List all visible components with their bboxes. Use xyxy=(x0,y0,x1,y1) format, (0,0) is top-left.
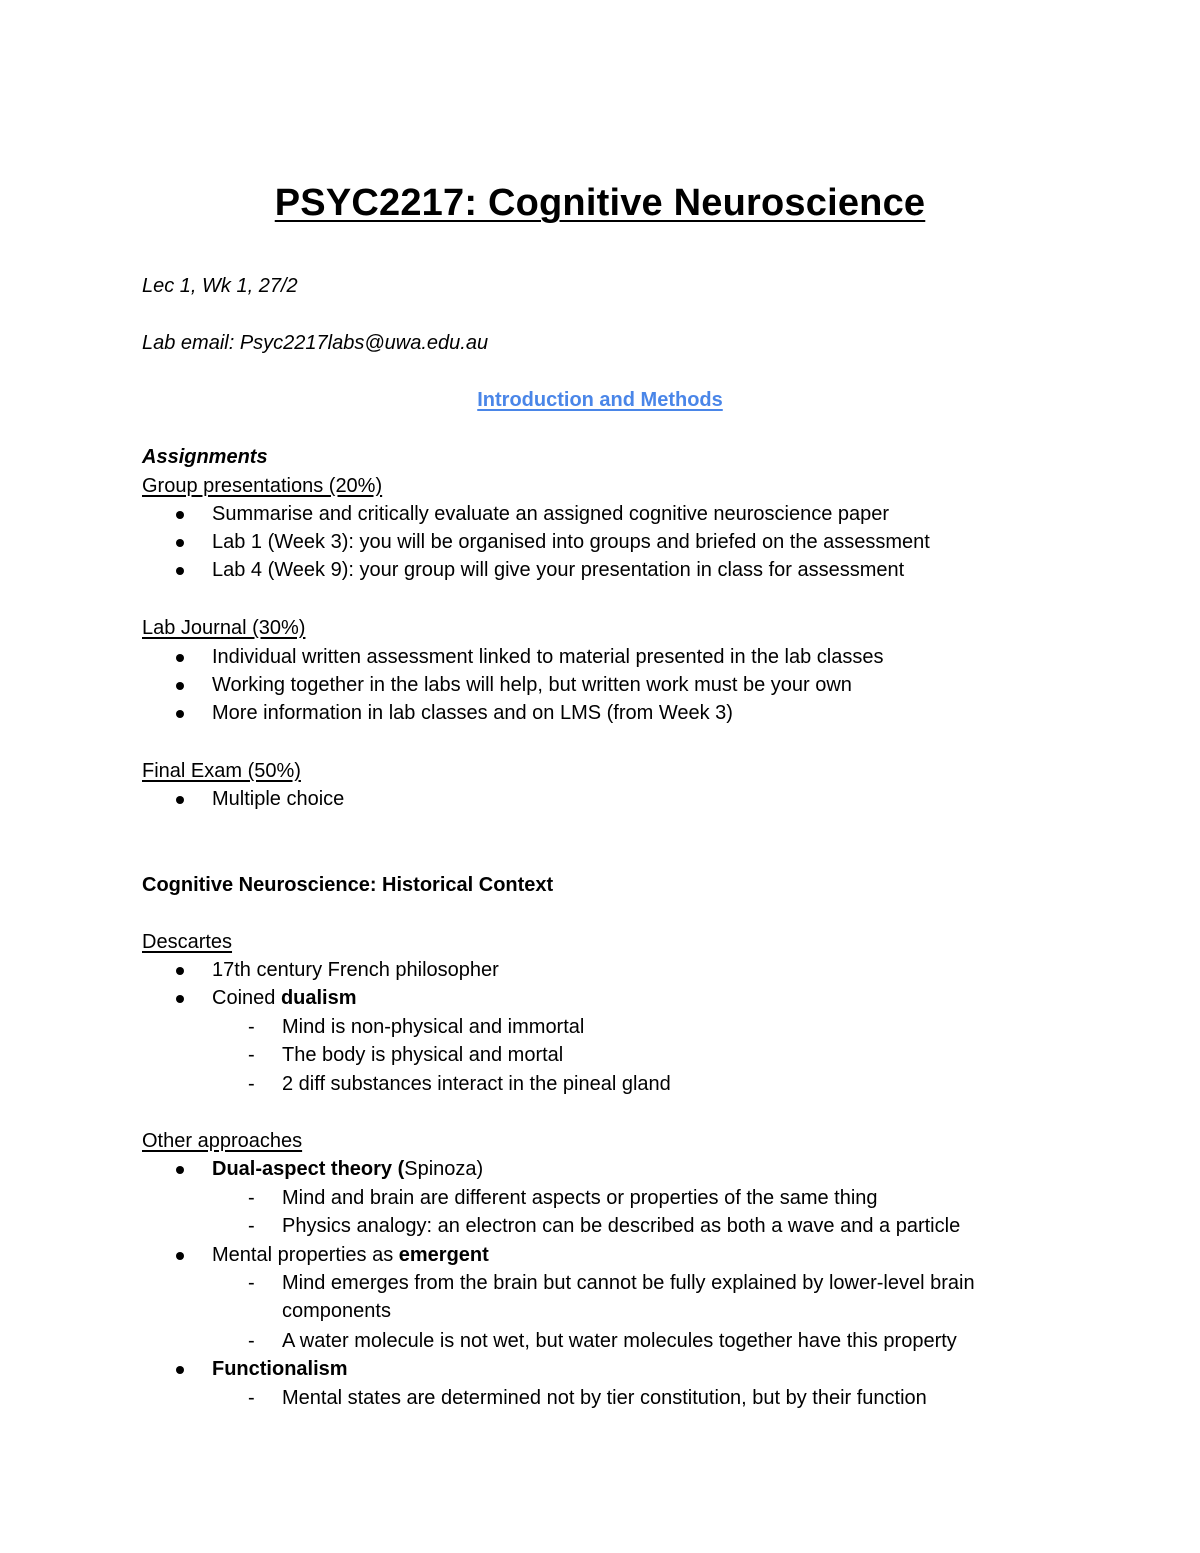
functionalism-term: Functionalism xyxy=(212,1358,348,1380)
dash-marker: - xyxy=(248,1016,255,1038)
dash-marker: - xyxy=(248,1215,255,1237)
group-presentations-label: Group presentations (20%) xyxy=(142,475,383,497)
emergent-term: emergent xyxy=(398,1244,489,1266)
dash-marker: - xyxy=(248,1073,255,1095)
final-exam-label: Final Exam (50%) xyxy=(142,760,301,782)
lecture-info: Lec 1, Wk 1, 27/2 xyxy=(142,275,298,297)
list-item: Lab 1 (Week 3): you will be organised into groups and briefed on the assessment xyxy=(212,531,930,553)
dash-marker: - xyxy=(248,1272,255,1294)
bullet-icon xyxy=(176,1252,184,1260)
section-link-row xyxy=(142,386,1058,414)
bullet-icon xyxy=(176,796,184,804)
bullet-icon xyxy=(176,539,184,547)
dash-marker: - xyxy=(248,1387,255,1409)
bullet-icon xyxy=(176,1166,184,1174)
sub-list-item: Mental states are determined not by tier constitution, but by their function xyxy=(282,1387,927,1409)
list-item: Working together in the labs will help, but written work must be your own xyxy=(212,674,852,696)
document-title: PSYC2217: Cognitive Neuroscience xyxy=(274,182,926,224)
sub-list-item: 2 diff substances interact in the pineal gland xyxy=(282,1073,671,1095)
sub-list-item: Physics analogy: an electron can be described as both a wave and a particle xyxy=(282,1215,961,1237)
sub-list-item: The body is physical and mortal xyxy=(282,1044,564,1066)
list-item: Summarise and critically evaluate an assigned cognitive neuroscience paper xyxy=(212,503,890,525)
list-item-text: Spinoza) xyxy=(404,1158,484,1180)
lab-journal-label: Lab Journal (30%) xyxy=(142,617,306,639)
bullet-icon xyxy=(176,654,184,662)
dash-marker: - xyxy=(248,1330,255,1352)
descartes-label: Descartes xyxy=(142,931,233,953)
sub-list-item: A water molecule is not wet, but water molecules together have this property xyxy=(282,1330,957,1352)
list-item: Individual written assessment linked to material presented in the lab classes xyxy=(212,646,884,668)
list-item: More information in lab classes and on LMS (from Week 3) xyxy=(212,702,733,724)
other-approaches-label: Other approaches xyxy=(142,1130,303,1152)
list-item-text: Mental properties as xyxy=(212,1244,399,1266)
dualism-term: dualism xyxy=(280,987,357,1009)
list-item xyxy=(212,1155,483,1183)
bullet-icon xyxy=(176,995,184,1003)
dual-aspect-term: Dual-aspect theory ( xyxy=(212,1158,405,1180)
bullet-icon xyxy=(176,511,184,519)
bullet-icon xyxy=(176,967,184,975)
bullet-icon xyxy=(176,682,184,690)
sub-list-item: Mind emerges from the brain but cannot be fully explained by lower-level brain components xyxy=(282,1272,975,1322)
bullet-icon xyxy=(176,1366,184,1374)
lab-email: Lab email: Psyc2217labs@uwa.edu.au xyxy=(142,332,489,354)
sub-list-item: Mind and brain are different aspects or properties of the same thing xyxy=(282,1187,878,1209)
dash-marker: - xyxy=(248,1187,255,1209)
list-item xyxy=(212,1241,489,1269)
list-item xyxy=(212,984,357,1012)
sub-list-item: Mind is non-physical and immortal xyxy=(282,1016,585,1038)
list-item-text: Coined xyxy=(212,987,281,1009)
introduction-methods-link[interactable]: Introduction and Methods xyxy=(477,389,723,411)
dash-marker: - xyxy=(248,1044,255,1066)
list-item: 17th century French philosopher xyxy=(212,959,499,981)
list-item: Multiple choice xyxy=(212,788,345,810)
list-item: Lab 4 (Week 9): your group will give your presentation in class for assessment xyxy=(212,559,905,581)
bullet-icon xyxy=(176,567,184,575)
history-heading: Cognitive Neuroscience: Historical Context xyxy=(142,874,554,896)
bullet-icon xyxy=(176,710,184,718)
assignments-heading: Assignments xyxy=(142,446,268,468)
